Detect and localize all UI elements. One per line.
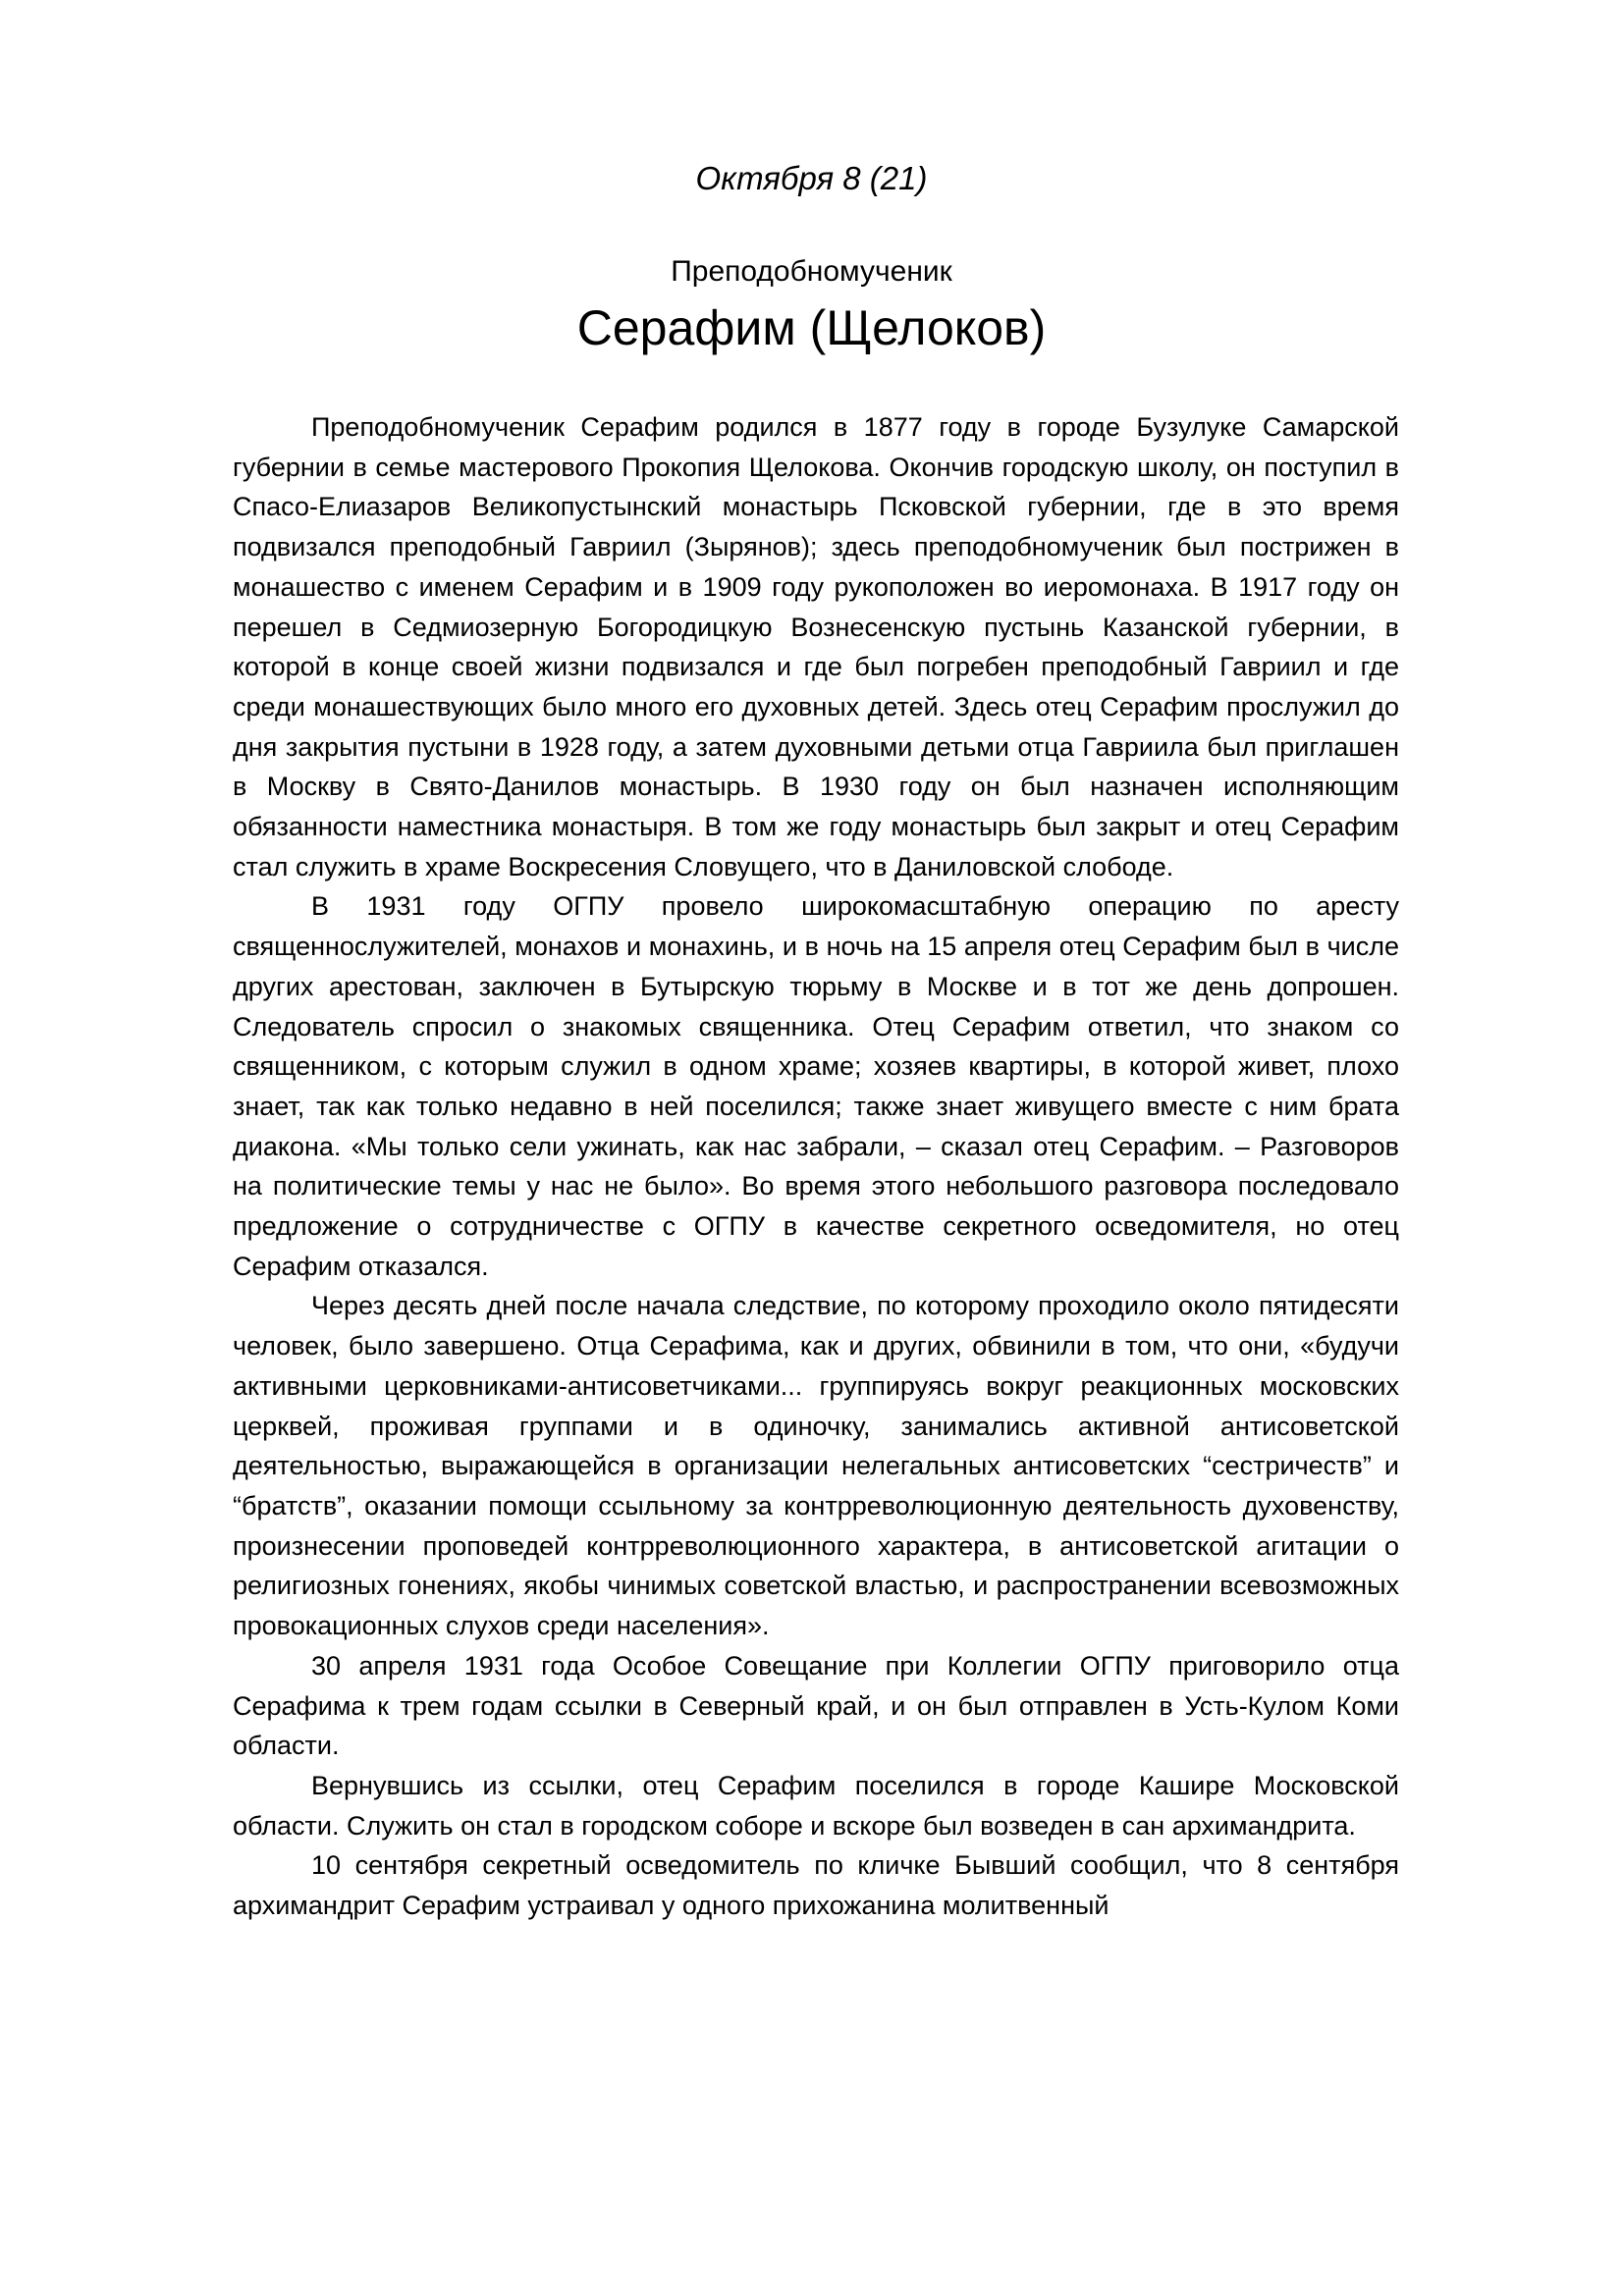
page-title: Серафим (Щелоков) [576,300,1047,355]
paragraph: Преподобномученик Серафим родился в 1877 году в городе Бузулуке Самарской губернии в семье мастерового Прокопия Щелокова. Окончив городскую школу, он поступил в Спасо-Елиазаров Великопустынский монастырь Псковской губернии, где в это время подвизался преподобный Гавриил (Зырянов); здесь преподобномученик был пострижен в монашество с именем Серафим и в 1909 году рукоположен во иеромонаха. В 1917 году он перешел в Седмиозерную Богородицкую Вознесенскую пустынь Казанской губернии, в которой в конце своей жизни подвизался и где был погребен преподобный Гавриил и где среди монашествующих было много его духовных детей. Здесь отец Серафим прослужил до дня закрытия пустыни в 1928 году, а затем духовными детьми отца Гавриила был приглашен в Москву в Свято-Данилов монастырь. В 1930 году он был назначен исполняющим обязанности наместника монастыря. В том же году монастырь был закрыт и отец Серафим стал служить в храме Воскресения Словущего, что в Даниловской слободе. [233,412,1399,881]
paragraph: В 1931 году ОГПУ провело широкомасштабную операцию по аресту священнослужителей, монахов и монахинь, и в ночь на 15 апреля отец Серафим был в числе других арестован, заключен в Бутырскую тюрьму в Москве и в тот же день допрошен. Следователь спросил о знакомых священника. Отец Серафим ответил, что знаком со священником, с которым служил в одном храме; хозяев квартиры, в которой живет, плохо знает, так как только недавно в ней поселился; также знает живущего вместе с ним брата диакона. «Мы только сели ужинать, как нас забрали, – сказал отец Серафим. – Разговоров на политические темы у нас не было». Во время этого небольшого разговора последовало предложение о сотрудничестве с ОГПУ в качестве секретного осведомителя, но отец Серафим отказался. [233,891,1399,1281]
subtitle: Преподобномученик [671,255,952,288]
body-text [233,407,1399,1926]
paragraph: 30 апреля 1931 года Особое Совещание при Коллегии ОГПУ приговорило отца Серафима к трем годам ссылки в Северный край, и он был отправлен в Усть-Кулом Коми области. [233,1650,1399,1761]
paragraph: Через десять дней после начала следствие, по которому проходило около пятидесяти человек, было завершено. Отца Серафима, как и других, обвинили в том, что они, «будучи активными церковниками-антисоветчиками... группируясь вокруг реакционных московских церквей, проживая группами и в одиночку, занимались активной антисоветской деятельностью, выражающейся в организации нелегальных антисоветских “сестричеств” и “братств”, оказании помощи ссыльному за контрреволюционную деятельность духовенству, произнесении проповедей контрреволюционного характера, в антисоветской агитации о религиозных гонениях, якобы чинимых советской властью, и распространении всевозможных провокационных слухов среди населения». [233,1291,1399,1641]
date-heading: Октября 8 (21) [695,160,928,196]
paragraph: 10 сентября секретный осведомитель по кличке Бывший сообщил, что 8 сентября архимандрит Серафим устраивал у одного прихожанина молитвенный [233,1850,1399,1921]
paragraph: Вернувшись из ссылки, отец Серафим поселился в городе Кашире Московской области. Служить он стал в городском соборе и вскоре был возведен в сан архимандрита. [233,1770,1399,1841]
